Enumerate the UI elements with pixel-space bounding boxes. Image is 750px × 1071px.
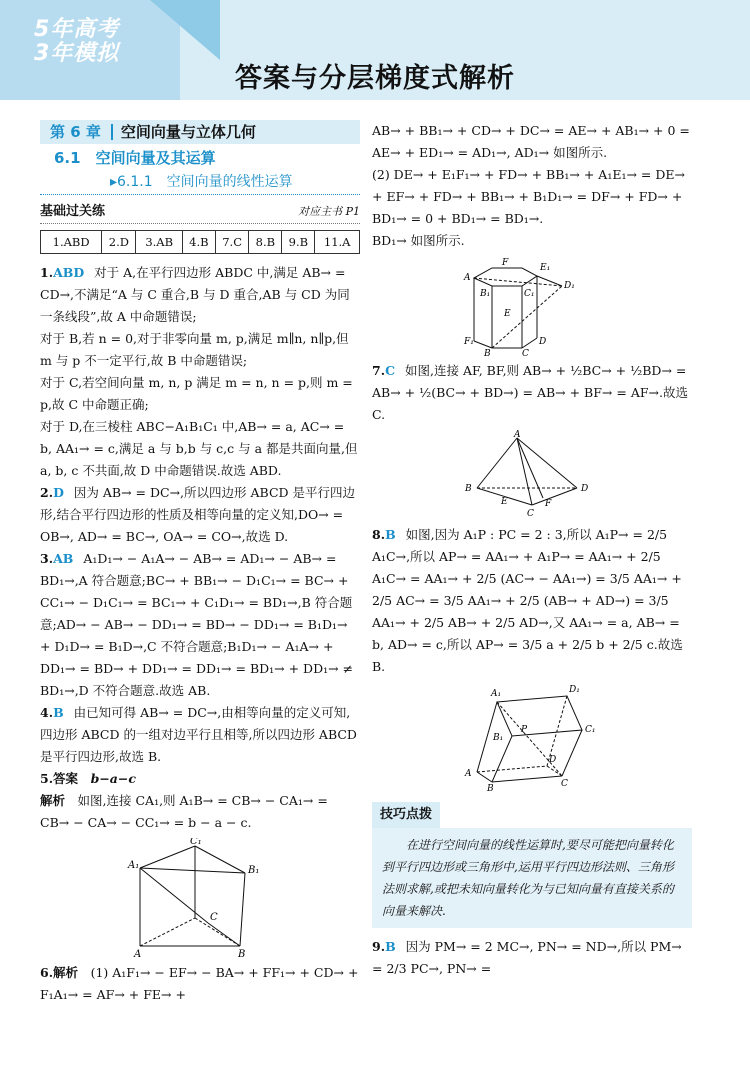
solution-5-analysis — [40, 790, 360, 834]
q-number: 6.解析 — [40, 965, 79, 980]
q-text: (1) A₁F₁→ − EF→ − BA→ + FF₁→ + CD→ + F₁A₁→ = AF→ + FE→ + — [40, 965, 359, 1002]
answer-cell: 11.A — [315, 231, 360, 254]
chapter-separator — [111, 124, 113, 140]
vertex-label: F — [502, 258, 509, 268]
solution-6-note: BD₁→ 如图所示. — [372, 233, 465, 248]
q-answer: ABD — [53, 265, 85, 280]
tip-body: 在进行空间向量的线性运算时,要尽可能把向量转化到平行四边形或三角形中,运用平行四边形法则、三角形法则求解,或把未知向量转化为与已知向量有直接关系的向量来解决. — [372, 828, 692, 928]
q-number: 5.答案 — [40, 771, 79, 786]
tip-heading: 技巧点拨 — [372, 802, 440, 828]
chapter-title: 空间向量与立体几何 — [120, 123, 256, 141]
q-answer: D — [53, 485, 64, 500]
q-text: 因为 PM→ = 2 MC→, PN→ = ND→,所以 PM→ = 2/3 PC→, PN→ = — [372, 939, 682, 976]
vertex-label: A — [134, 949, 142, 958]
vertex-label: D₁ — [569, 685, 580, 695]
q-number: 8. — [372, 527, 386, 542]
vertex-label: B — [487, 784, 494, 792]
basic-heading — [40, 201, 360, 224]
solution-5 — [40, 768, 360, 790]
q-number: 4. — [40, 705, 54, 720]
vertex-label: A₁ — [491, 689, 502, 699]
q-number: 7. — [372, 363, 386, 378]
subsection-title: ▸6.1.1 空间向量的线性运算 — [40, 170, 360, 195]
vertex-label: D₁ — [564, 281, 575, 291]
q-text: 如图,连接 AF, BF,则 AB→ + ½BC→ + ½BD→ = AB→ + ½(BC→ + BD→) = AB→ + BF→ = AF→.故选 C. — [372, 363, 688, 422]
q-answer: C — [385, 363, 396, 378]
vertex-label: C₁ — [190, 838, 202, 847]
q-number: 3. — [40, 551, 54, 566]
answer-cell: 3.AB — [136, 231, 182, 254]
solution-6-cont: AB→ + BB₁→ + CD→ + DC→ = AE→ + AB₁→ + 0 = AE→ + ED₁→ = AD₁→, AD₁→ 如图所示. — [372, 123, 690, 160]
solution-9 — [372, 936, 692, 980]
solution-1 — [40, 262, 360, 328]
solution-4 — [40, 702, 360, 768]
q-text: 因为 AB→ = DC→,所以四边形 ABCD 是平行四边形,结合平行四边形的性质及相等向量的定义知,DO→ = OB→, AD→ = BC→, OA→ = CO→,故选 D. — [40, 485, 355, 544]
vertex-label: C — [527, 509, 534, 519]
answer-cell: 2.D — [102, 231, 136, 254]
vertex-label: C — [522, 349, 529, 356]
q-number: 解析 — [40, 793, 66, 808]
vertex-label: B₁ — [493, 733, 504, 743]
vertex-label: D — [539, 337, 547, 347]
vertex-label: A₁ — [128, 860, 140, 871]
q-answer: B — [53, 705, 64, 720]
vertex-label: B — [484, 349, 491, 356]
header-triangle — [150, 0, 220, 60]
chapter-number: 第 6 章 — [50, 123, 101, 141]
answer-cell: 7.C — [215, 231, 249, 254]
parallelepiped-figure — [457, 682, 607, 792]
page-header — [0, 0, 750, 100]
q-number: 9. — [372, 939, 386, 954]
logo-line2: 3年模拟 — [34, 41, 120, 66]
solution-6-part2: (2) DE→ + E₁F₁→ + FD→ + BB₁→ + A₁E₁→ = DE→ + EF→ + FD→ + BB₁→ + B₁D₁→ = DF→ + FD→ + BD₁→ = 0 + BD₁→ = BD₁→. — [372, 167, 685, 226]
vertex-label: F — [545, 499, 552, 509]
q-text: 如图,因为 A₁P : PC = 2 : 3,所以 A₁P→ = 2/5 A₁C→,所以 AP→ = AA₁→ + A₁P→ = AA₁→ + 2/5 A₁C→ = AA₁→ + 2/5 (AC→ − AA₁→) = 3/5 AA₁→ + 2/5 AC→ = 3/5 AA₁→ + 2/5 (AB→ + AD→) = 3/5 AA₁→ + 2/5 AB→ + 2/5 AD→,又 AA₁→ = a, AB→ = b, AD→ = c,所以 AP→ = 3/5 a + 2/5 b + 2/5 c.故选 B. — [372, 527, 683, 674]
q-number: 1. — [40, 265, 54, 280]
q-answer: B — [385, 939, 396, 954]
solution-8 — [372, 524, 692, 678]
answer-cell: 4.B — [182, 231, 215, 254]
q-answer: B — [385, 527, 396, 542]
q-number: 2. — [40, 485, 54, 500]
vertex-label: E — [501, 497, 508, 507]
solution-7 — [372, 360, 692, 426]
vertex-label: C₁ — [585, 725, 596, 735]
answer-table — [40, 230, 360, 254]
vertex-label: B₁ — [480, 289, 491, 299]
right-column — [372, 120, 692, 980]
basic-label: 基础过关练 — [40, 204, 106, 219]
q-answer: AB — [53, 551, 74, 566]
solution-1c: 对于 C,若空间向量 m, n, p 满足 m = n, n = p,则 m = p,故 C 中命题正确; — [40, 375, 353, 412]
basic-ref: 对应主书 P1 — [298, 205, 360, 218]
answer-cell: 1.ABD — [41, 231, 102, 254]
vertex-label: B — [238, 949, 246, 958]
solution-2 — [40, 482, 360, 548]
solution-1d: 对于 D,在三棱柱 ABC−A₁B₁C₁ 中,AB→ = a, AC→ = b, AA₁→ = c,满足 a 与 b,b 与 c,c 与 a 都是共面向量,但 a, b, c 不共面,故 D 中命题错误.故选 ABD. — [40, 419, 358, 478]
vertex-label: E₁ — [540, 263, 551, 273]
q-text: 如图,连接 CA₁,则 A₁B→ = CB→ − CA₁→ = CB→ − CA→ − CC₁→ = b − a − c. — [40, 793, 328, 830]
vertex-label: F₁ — [464, 337, 474, 347]
vertex-label: P — [521, 725, 528, 735]
solution-6 — [40, 962, 360, 1006]
logo-line1: 5年高考 — [34, 17, 120, 42]
pyramid-figure — [457, 430, 607, 520]
page-title: 答案与分层梯度式解析 — [235, 63, 515, 94]
chapter-bar — [40, 120, 360, 144]
vertex-label: A — [465, 769, 472, 779]
prism-figure — [110, 838, 290, 958]
hexagonal-prism-figure — [462, 256, 602, 356]
vertex-label: C₁ — [524, 289, 535, 299]
vertex-label: C — [561, 779, 568, 789]
vertex-label: D — [549, 755, 557, 765]
q-answer: b−a−c — [90, 771, 136, 786]
answer-cell: 8.B — [249, 231, 282, 254]
answer-cell: 9.B — [282, 231, 315, 254]
vertex-label: D — [581, 484, 589, 494]
left-column — [40, 120, 360, 1006]
vertex-label: E — [504, 309, 511, 319]
q-text: 对于 A,在平行四边形 ABDC 中,满足 AB→ = CD→,不满足“A 与 C 重合,B 与 D 重合,AB 与 CD 为同一条线段”,故 A 中命题错误; — [40, 265, 350, 324]
vertex-label: B — [465, 484, 472, 494]
vertex-label: B₁ — [248, 865, 260, 876]
vertex-label: A — [514, 430, 521, 440]
section-title: 6.1 空间向量及其运算 — [54, 149, 216, 167]
q-text: 由已知可得 AB→ = DC→,由相等向量的定义可知,四边形 ABCD 的一组对边平行且相等,所以四边形 ABCD 是平行四边形,故选 B. — [40, 705, 357, 764]
q-text: A₁D₁→ − A₁A→ − AB→ = AD₁→ − AB→ = BD₁→,A 符合题意;BC→ + BB₁→ − D₁C₁→ = BC→ + CC₁→ − D₁C₁→ = BC₁→ + C₁D₁→ = BD₁→,B 符合题意;AD→ − AB→ − DD₁→ = BD→ − DD₁→ = B₁D₁→ + D₁D→ = B₁D→,C 不符合题意;B₁D₁→ − A₁A→ + DD₁→ = BD→ + DD₁→ = DD₁→ = BD₁→ + DD₁→ ≠ BD₁→,D 不符合题意.故选 AB. — [40, 551, 354, 698]
solution-1b: 对于 B,若 n = 0,对于非零向量 m, p,满足 m∥n, n∥p,但 m 与 p 不一定平行,故 B 中命题错误; — [40, 331, 349, 368]
solution-3 — [40, 548, 360, 702]
vertex-label: C — [210, 912, 218, 923]
vertex-label: A — [464, 273, 471, 283]
